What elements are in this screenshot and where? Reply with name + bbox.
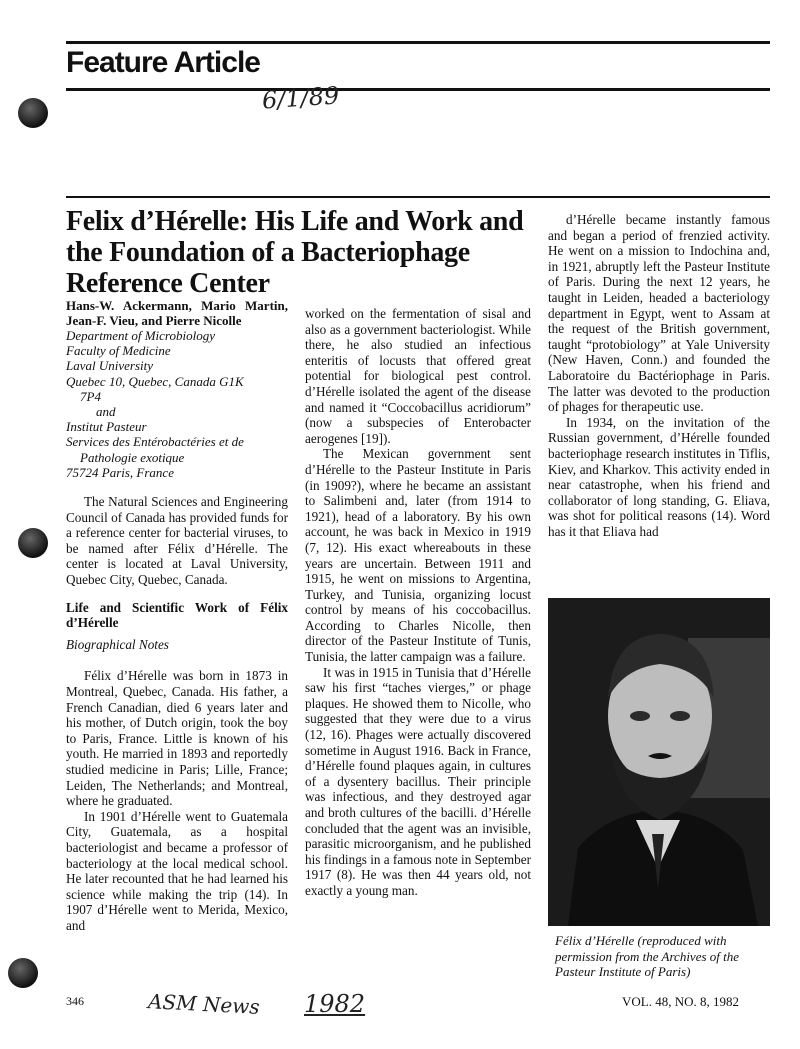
paragraph: The Mexican government sent d’Hérelle to the Pasteur Institute in Paris (in 1909?), where he became an assistant to Salimbeni and, later (from 1914 to 1921), head of a laboratory. By his own account, he was back in Mexico in 1919 (7, 12). His exact whereabouts in these years are uncertain. Between 1911 and 1915, he went on missions to Argentina, Turkey, and Tunisia, organizing locust control by means of his coccobacillus. According to Charles Nicolle, then director of the Pasteur Institute of Tunis, Tunisia, the latter campaign was a failure.: [305, 446, 531, 665]
affiliation-2: Institut Pasteur Services des Entérobactéries et de Pathologie exotique 75724 Paris, France: [66, 419, 244, 480]
issue-info: VOL. 48, NO. 8, 1982: [622, 994, 739, 1009]
top-rule: [66, 41, 770, 44]
header-rule: [66, 88, 770, 91]
handwritten-date: 6/1/89: [261, 81, 341, 115]
paragraph: In 1934, on the invitation of the Russian government, d’Hérelle founded bacteriophage research institutes in Tiflis, Kiev, and Kharkov. This activity ended in near catastrophe, when his friend and collaborator of long standing, G. Eliava, was shot for political reasons (14). Word has it that Eliava had: [548, 414, 770, 539]
punch-hole-middle: [18, 528, 48, 558]
paragraph: d’Hérelle became instantly famous and began a period of frenzied activity. He went on a mission to Indochina and, in 1921, abruptly left the Pasteur Institute of Paris. During the next 12 years, he taught in Leiden, headed a bacteriology department in Egypt, went to Assam at the request of the British government, taught “protobiology” at Yale University (New Haven, Conn.) and founded the Laboratoire du Bactériophage in Paris. The latter was devoted to the production of phages for therapeutic use.: [548, 212, 770, 415]
affiliation-1: Department of Microbiology Faculty of Medicine Laval University Quebec 10, Quebec, Canada G1K 7P4 and: [66, 328, 244, 420]
column-3: [548, 212, 770, 539]
column-1: [66, 298, 288, 933]
paragraph: It was in 1915 in Tunisia that d’Hérelle saw his first “taches vierges,” or phage plaques. He showed them to Nicolle, who suggested that they were due to a virus (12, 16). Phages were actually discovered sometime in August 1916. Back in France, d’Hérelle found plaques again, in cultures of a dysentery bacillus. Their principle was infectious, and they destroyed agar and broth cultures of the bacilli. d’Hérelle concluded that the agent was an invisible, parasitic microorganism, and he published his findings in a famous note in September 1917 (8). He was then 44 years old, not exactly a young man.: [305, 664, 531, 898]
title-rule: [66, 196, 770, 198]
subsection-heading: Biographical Notes: [66, 636, 169, 652]
section-heading: Life and Scientific Work of Félix d’Hérelle: [66, 599, 288, 631]
section-label: Feature Article: [66, 46, 260, 79]
punch-hole-bottom: [8, 958, 38, 988]
portrait-photo: [548, 598, 770, 926]
column-2: [305, 306, 531, 899]
authors: Hans-W. Ackermann, Mario Martin, Jean-F. Vieu, and Pierre Nicolle: [66, 298, 288, 328]
handwritten-source: ASM News: [147, 989, 261, 1019]
portrait-illustration: [548, 598, 770, 926]
lead-paragraph: The Natural Sciences and Engineering Council of Canada has provided funds for a reference center for bacterial viruses, to be named after Félix d’Hérelle. The center is located at Laval University, Quebec City, Quebec, Canada.: [66, 494, 288, 587]
photo-caption: Félix d’Hérelle (reproduced with permission from the Archives of the Pasteur Institute of Paris): [555, 933, 740, 979]
paragraph: worked on the fermentation of sisal and also as a government bacteriologist. While there, he also studied an infectious enteritis of locusts that offered great potential for biological pest control. d’Hérelle isolated the agent of the disease and named it “Coccobacillus acridiorum” (now a subspecies of Enterobacter aerogenes [19]).: [305, 306, 531, 446]
article-title: Felix d’Hérelle: His Life and Work and the Foundation of a Bacteriophage Reference Center: [66, 206, 524, 299]
handwritten-year: 1982: [304, 990, 366, 1018]
punch-hole-top: [18, 98, 48, 128]
paragraph: Félix d’Hérelle was born in 1873 in Montreal, Quebec, Canada. His father, a French Canadian, died 6 years later and his mother, of Dutch origin, took the boy to Paris, France. Little is known of his youth. He married in 1893 and reportedly studied medicine in Paris; Lille, France; Leiden, The Netherlands; and Montreal, where he graduated.: [66, 668, 288, 809]
page-number: 346: [66, 994, 84, 1008]
paragraph: In 1901 d’Hérelle went to Guatemala City, Guatemala, as a hospital bacteriologist and became a professor of bacteriology at the local medical school. He later recounted that he had learned his science while making the trip (14). In 1907 d’Hérelle went to Merida, Mexico, and: [66, 808, 288, 933]
